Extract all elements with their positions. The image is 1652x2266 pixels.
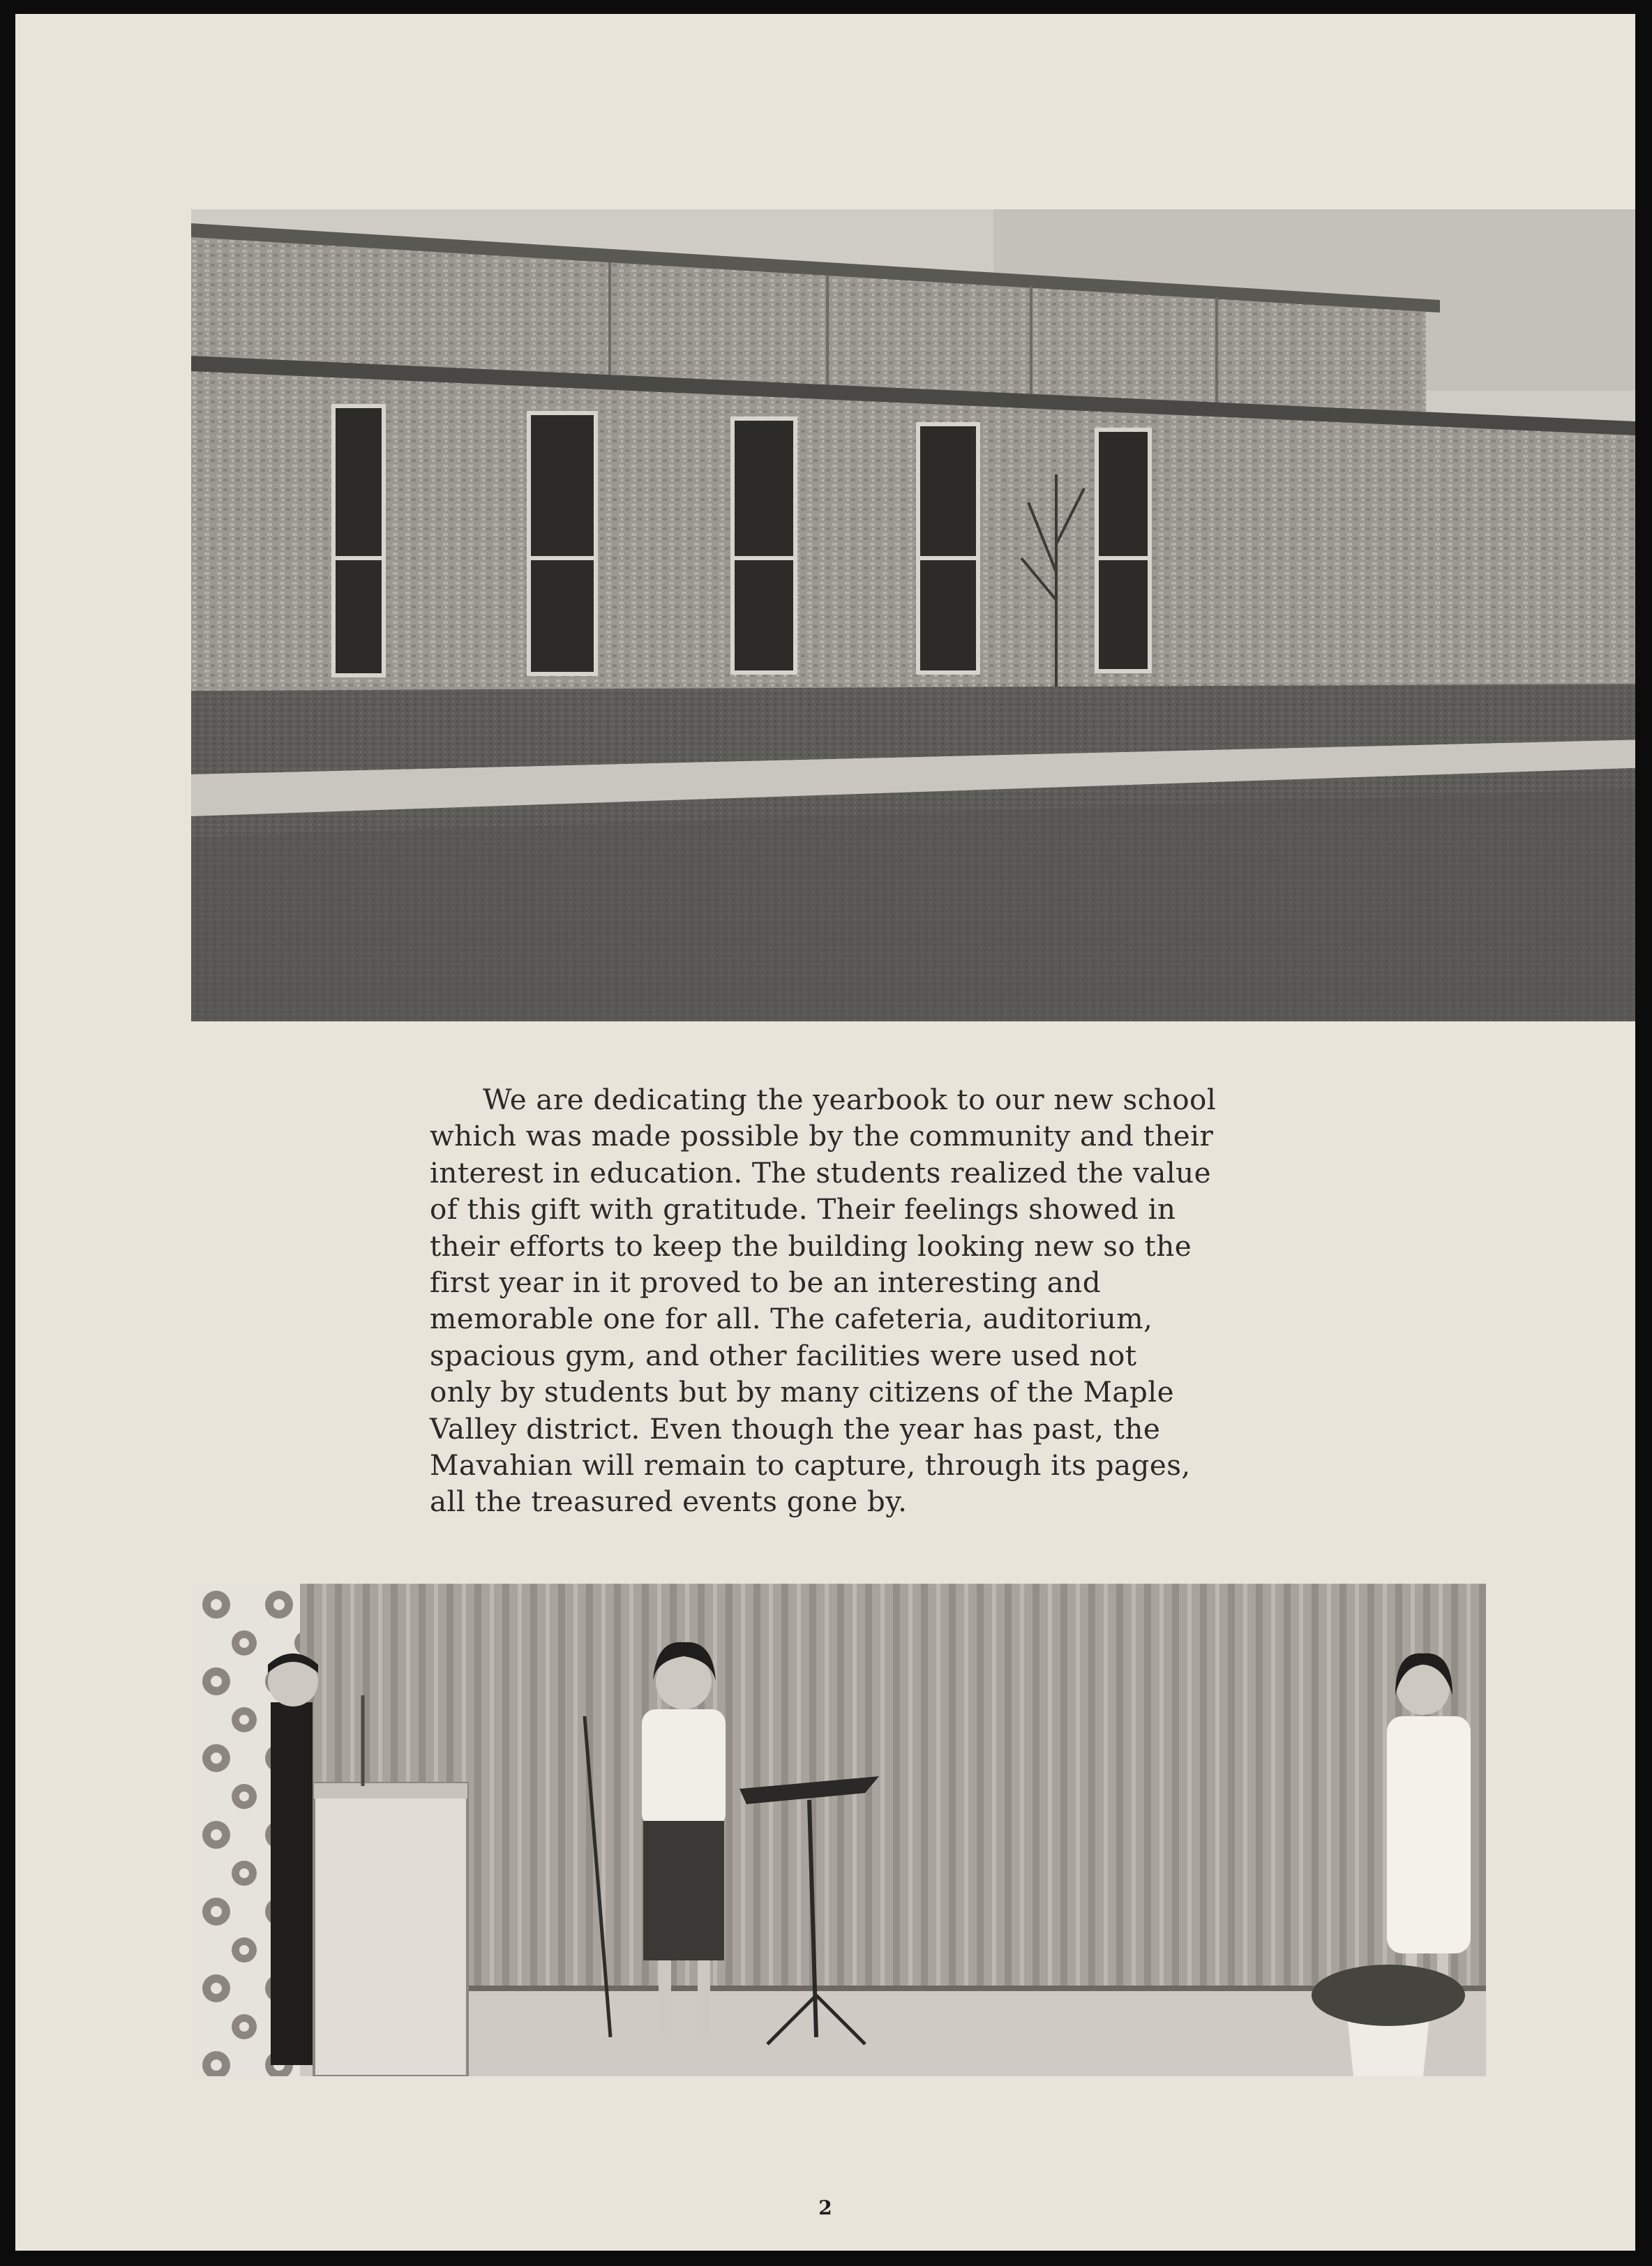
dedication-line: only by students but by many citizens of the Maple <box>430 1375 1174 1409</box>
dedication-line: of this gift with gratitude. Their feelings showed in <box>430 1192 1176 1226</box>
dedication-line: which was made possible by the community and their <box>430 1119 1214 1153</box>
dedication-line: Mavahian will remain to capture, through its pages, <box>430 1448 1191 1483</box>
dedication-line: We are dedicating the yearbook to our new school <box>483 1083 1217 1116</box>
auditorium-stage-photo <box>195 1584 1486 2076</box>
dedication-line: spacious gym, and other facilities were used not <box>430 1338 1137 1372</box>
dedication-line: Valley district. Even though the year has past, the <box>430 1411 1161 1446</box>
yearbook-page <box>15 14 1635 2251</box>
dedication-line: their efforts to keep the building looking new so the <box>430 1229 1192 1263</box>
dedication-paragraph <box>430 1081 1379 1520</box>
dedication-line: interest in education. The students realized the value <box>430 1155 1212 1190</box>
school-building-photo <box>191 209 1635 1021</box>
page-number: 2 <box>818 2196 832 2219</box>
dedication-line: first year in it proved to be an interesting and <box>430 1266 1102 1300</box>
dedication-line: all the treasured events gone by. <box>430 1485 908 1519</box>
dedication-line: memorable one for all. The cafeteria, auditorium, <box>430 1302 1153 1336</box>
